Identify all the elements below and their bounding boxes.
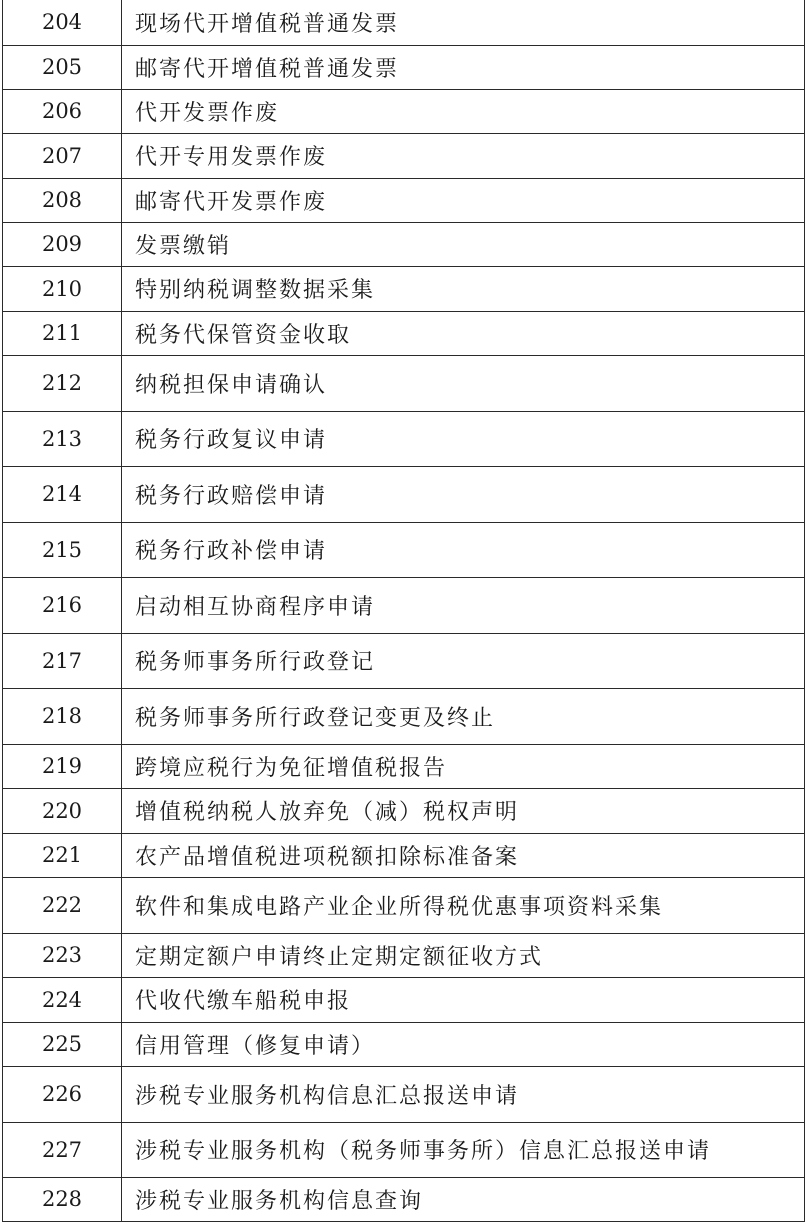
item-name: 税务行政赔偿申请 <box>122 466 805 522</box>
table-row <box>3 688 805 744</box>
item-name: 邮寄代开发票作废 <box>122 178 805 222</box>
row-number: 222 <box>3 877 122 933</box>
row-number: 206 <box>3 89 122 133</box>
table-row <box>3 311 805 355</box>
row-number: 220 <box>3 788 122 833</box>
table-row <box>3 89 805 133</box>
item-name: 跨境应税行为免征增值税报告 <box>122 744 805 788</box>
row-number: 209 <box>3 222 122 266</box>
row-number: 221 <box>3 833 122 877</box>
row-number: 204 <box>3 0 122 45</box>
table-row <box>3 522 805 577</box>
table-row <box>3 577 805 633</box>
row-number: 210 <box>3 266 122 311</box>
table-row <box>3 178 805 222</box>
table-row <box>3 833 805 877</box>
table-row <box>3 933 805 977</box>
row-number: 226 <box>3 1066 122 1122</box>
row-number: 213 <box>3 411 122 466</box>
item-name: 发票缴销 <box>122 222 805 266</box>
table-row <box>3 1177 805 1221</box>
item-name: 增值税纳税人放弃免（减）税权声明 <box>122 788 805 833</box>
item-name: 邮寄代开增值税普通发票 <box>122 45 805 89</box>
row-number: 205 <box>3 45 122 89</box>
table-row <box>3 744 805 788</box>
table-row <box>3 355 805 411</box>
item-name: 税务行政复议申请 <box>122 411 805 466</box>
table-row <box>3 266 805 311</box>
table-row <box>3 411 805 466</box>
row-number: 218 <box>3 688 122 744</box>
row-number: 215 <box>3 522 122 577</box>
row-number: 224 <box>3 977 122 1022</box>
item-name: 软件和集成电路产业企业所得税优惠事项资料采集 <box>122 877 805 933</box>
row-number: 211 <box>3 311 122 355</box>
item-name: 税务行政补偿申请 <box>122 522 805 577</box>
table-row <box>3 877 805 933</box>
table-row <box>3 1022 805 1066</box>
item-table-body <box>3 0 805 1221</box>
row-number: 208 <box>3 178 122 222</box>
row-number: 223 <box>3 933 122 977</box>
table-row <box>3 1066 805 1122</box>
item-name: 代开发票作废 <box>122 89 805 133</box>
item-name: 信用管理（修复申请） <box>122 1022 805 1066</box>
item-name: 税务代保管资金收取 <box>122 311 805 355</box>
item-table <box>2 0 805 1222</box>
table-row <box>3 133 805 178</box>
row-number: 219 <box>3 744 122 788</box>
table-row <box>3 633 805 688</box>
table-row <box>3 0 805 45</box>
table-row <box>3 466 805 522</box>
item-name: 代开专用发票作废 <box>122 133 805 178</box>
item-name: 定期定额户申请终止定期定额征收方式 <box>122 933 805 977</box>
row-number: 214 <box>3 466 122 522</box>
item-name: 税务师事务所行政登记 <box>122 633 805 688</box>
item-name: 涉税专业服务机构信息查询 <box>122 1177 805 1221</box>
item-name: 特别纳税调整数据采集 <box>122 266 805 311</box>
row-number: 228 <box>3 1177 122 1221</box>
row-number: 225 <box>3 1022 122 1066</box>
row-number: 227 <box>3 1122 122 1177</box>
item-name: 代收代缴车船税申报 <box>122 977 805 1022</box>
table-row <box>3 788 805 833</box>
row-number: 207 <box>3 133 122 178</box>
item-name: 税务师事务所行政登记变更及终止 <box>122 688 805 744</box>
item-name: 启动相互协商程序申请 <box>122 577 805 633</box>
item-name: 涉税专业服务机构信息汇总报送申请 <box>122 1066 805 1122</box>
item-name: 纳税担保申请确认 <box>122 355 805 411</box>
row-number: 212 <box>3 355 122 411</box>
row-number: 217 <box>3 633 122 688</box>
table-row <box>3 977 805 1022</box>
table-row <box>3 222 805 266</box>
item-name: 农产品增值税进项税额扣除标准备案 <box>122 833 805 877</box>
table-row <box>3 45 805 89</box>
table-row <box>3 1122 805 1177</box>
item-name: 现场代开增值税普通发票 <box>122 0 805 45</box>
row-number: 216 <box>3 577 122 633</box>
item-name: 涉税专业服务机构（税务师事务所）信息汇总报送申请 <box>122 1122 805 1177</box>
